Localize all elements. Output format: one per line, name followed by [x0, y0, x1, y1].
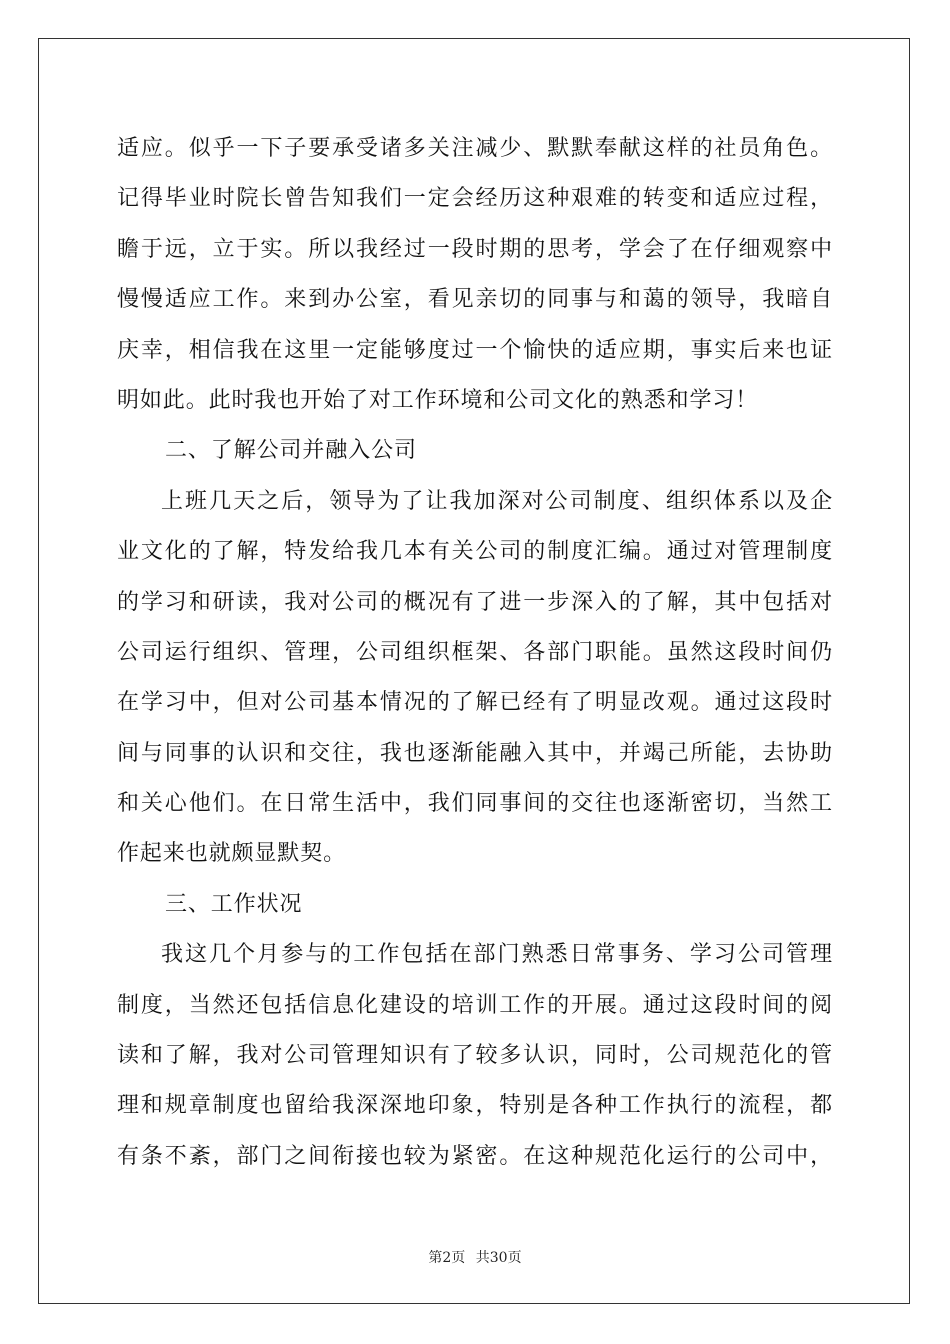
text-line: 适应。似乎一下子要承受诸多关注减少、默默奉献这样的社员角色。: [117, 136, 833, 161]
text-line: 明如此。此时我也开始了对工作环境和公司文化的熟悉和学习！: [117, 387, 759, 413]
text-line: 瞻于远，立于实。所以我经过一段时期的思考，学会了在仔细观察中: [117, 236, 833, 262]
page-footer: [0, 1247, 950, 1267]
text-line: 我这几个月参与的工作包括在部门熟悉日常事务、学习公司管理: [161, 942, 833, 968]
text-line: 读和了解，我对公司管理知识有了较多认识，同时，公司规范化的管: [117, 1043, 833, 1069]
text-line: 理和规章制度也留给我深深地印象，特别是各种工作执行的流程，都: [117, 1093, 833, 1119]
text-line: 记得毕业时院长曾告知我们一定会经历这种艰难的转变和适应过程，: [117, 186, 833, 212]
document-body: [117, 124, 833, 1182]
page-total: 共30页: [475, 1250, 522, 1266]
text-line: 制度，当然还包括信息化建设的培训工作的开展。通过这段时间的阅: [117, 992, 833, 1018]
text-line: 公司运行组织、管理，公司组织框架、各部门职能。虽然这段时间仍: [117, 639, 833, 665]
text-line: 作起来也就颇显默契。: [117, 841, 347, 867]
text-line: 庆幸，相信我在这里一定能够度过一个愉快的适应期，事实后来也证: [117, 337, 833, 363]
section-heading: 三、工作状况: [165, 891, 303, 917]
text-line: 的学习和研读，我对公司的概况有了进一步深入的了解，其中包括对: [117, 589, 833, 615]
section-heading: 二、了解公司并融入公司: [165, 438, 417, 464]
text-line: 有条不紊，部门之间衔接也较为紧密。在这种规范化运行的公司中，: [117, 1143, 833, 1169]
text-line: 业文化的了解，特发给我几本有关公司的制度汇编。通过对管理制度: [117, 539, 833, 565]
text-line: 间与同事的认识和交往，我也逐渐能融入其中，并竭己所能，去协助: [117, 740, 833, 766]
text-line: 上班几天之后，领导为了让我加深对公司制度、组织体系以及企: [161, 488, 833, 514]
text-line: 在学习中，但对公司基本情况的了解已经有了明显改观。通过这段时: [117, 690, 833, 716]
page-number: 第2页: [428, 1250, 466, 1266]
text-line: 和关心他们。在日常生活中，我们同事间的交往也逐渐密切，当然工: [117, 791, 833, 817]
text-line: 慢慢适应工作。来到办公室，看见亲切的同事与和蔼的领导，我暗自: [117, 287, 833, 313]
